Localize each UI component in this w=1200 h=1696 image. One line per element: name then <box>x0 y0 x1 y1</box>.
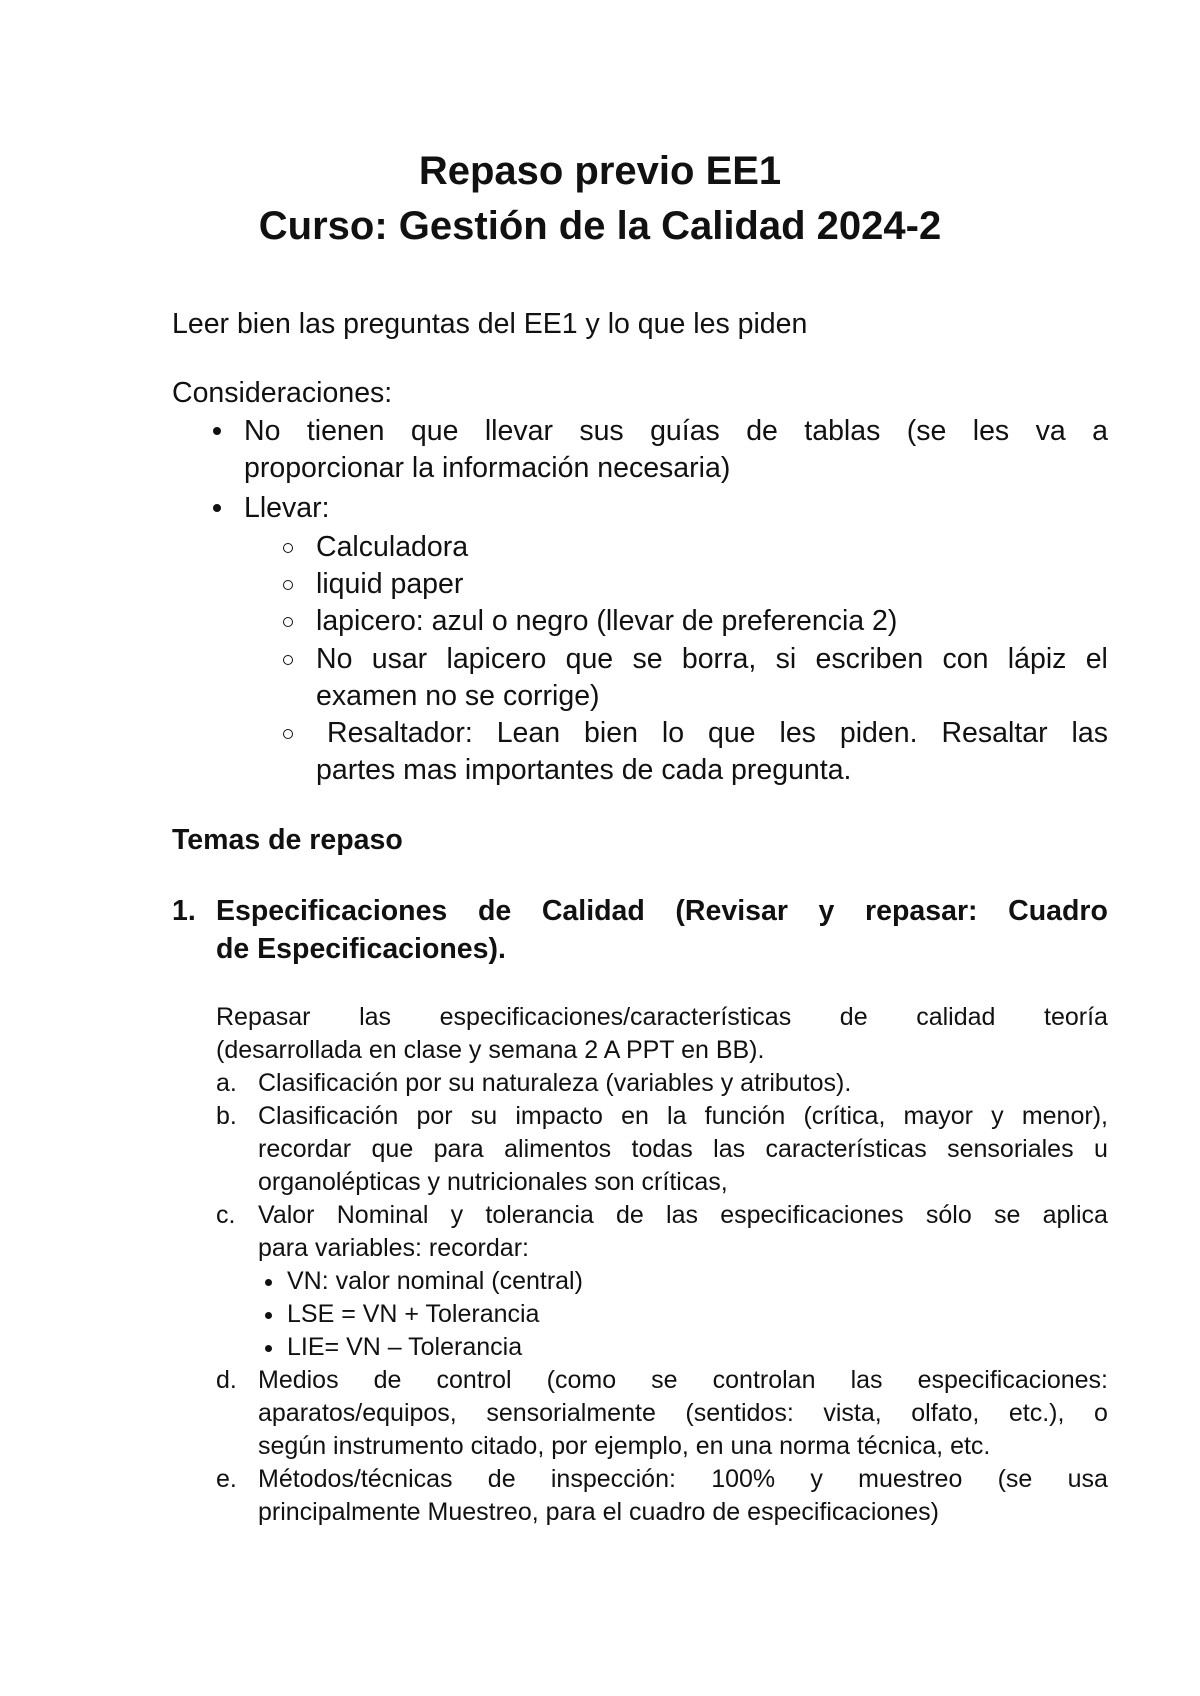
word: No <box>316 643 353 675</box>
subitem-e-marker: e. <box>216 1465 237 1493</box>
word: se <box>993 1201 1021 1229</box>
word: Repasar <box>216 1003 311 1031</box>
word: usa <box>1067 1465 1108 1493</box>
word: u <box>1094 1135 1108 1163</box>
word: sus <box>579 415 624 447</box>
word: repasar: <box>865 895 978 927</box>
word: que <box>565 643 614 675</box>
word: especificaciones/características <box>439 1003 792 1031</box>
title-line-1: Repaso previo EE1 <box>418 149 782 193</box>
subitem-a-text: Clasificación por su naturaleza (variables y atributos). <box>258 1069 852 1097</box>
word: lo <box>661 717 685 749</box>
bullet-dot-icon <box>265 1345 272 1352</box>
word: con <box>942 643 989 675</box>
word: para <box>433 1135 484 1163</box>
word: Especificaciones <box>216 895 448 927</box>
topic-1-para-line2: (desarrollada en clase y semana 2 A PPT en BB). <box>216 1036 765 1064</box>
word: inspección: <box>550 1465 676 1493</box>
subitem-c-bullet-3: LIE= VN – Tolerancia <box>287 1333 523 1361</box>
word: alimentos <box>504 1135 612 1163</box>
word: llevar <box>484 415 553 447</box>
word: y <box>810 1465 823 1493</box>
word: Clasificación <box>258 1102 399 1130</box>
subitem-b-marker: b. <box>216 1102 237 1130</box>
bullet1-line1 <box>244 413 1108 449</box>
word: función <box>704 1102 786 1130</box>
word: si <box>775 643 797 675</box>
word: que <box>410 415 459 447</box>
word: Valor <box>258 1201 315 1229</box>
llevar-item-2: liquid paper <box>316 568 464 600</box>
word: las <box>666 1201 698 1229</box>
bullet-dot-icon <box>213 427 221 435</box>
word: mayor <box>903 1102 974 1130</box>
word: se <box>651 1366 678 1394</box>
word: muestreo <box>858 1465 963 1493</box>
llevar-item-1: Calculadora <box>316 531 469 563</box>
word: las <box>713 1135 746 1163</box>
subitem-e-line2: principalmente Muestreo, para el cuadro de especificaciones) <box>258 1498 939 1526</box>
word: sensorialmente <box>486 1399 656 1427</box>
bullet1-line2: proporcionar la información necesaria) <box>244 452 731 484</box>
word: teoría <box>1044 1003 1108 1031</box>
llevar-item-4-line1 <box>316 641 1108 677</box>
word: Calidad <box>541 895 645 927</box>
intro-text: Leer bien las preguntas del EE1 y lo que les piden <box>172 308 808 340</box>
topic-1-title-line1 <box>216 893 1108 929</box>
subitem-b-line2 <box>258 1133 1108 1166</box>
word: se <box>632 643 663 675</box>
word: controlan <box>712 1366 816 1394</box>
word: que <box>371 1135 414 1163</box>
word: Medios <box>258 1366 339 1394</box>
word: sólo <box>925 1201 972 1229</box>
bullet-dot-icon <box>265 1312 272 1319</box>
word: tienen <box>306 415 385 447</box>
word: características <box>765 1135 927 1163</box>
word: (se <box>906 415 947 447</box>
llevar-item-4-line2: examen no se corrige) <box>316 680 600 712</box>
subitem-d-line1 <box>258 1364 1108 1397</box>
word: a <box>1092 415 1108 447</box>
word: especificaciones <box>720 1201 904 1229</box>
word: olfato, <box>911 1399 980 1427</box>
word: que <box>707 717 756 749</box>
word: el <box>1085 643 1108 675</box>
word: aplica <box>1042 1201 1108 1229</box>
word: lápiz <box>1007 643 1067 675</box>
word: aparatos/equipos, <box>258 1399 457 1427</box>
word: especificaciones: <box>917 1366 1108 1394</box>
word: No <box>244 415 281 447</box>
word: todas <box>631 1135 693 1163</box>
subitem-c-bullet-1: VN: valor nominal (central) <box>287 1267 583 1295</box>
word: control <box>436 1366 512 1394</box>
word: y <box>450 1201 464 1229</box>
considerations-heading: Consideraciones: <box>172 377 393 409</box>
word: etc.), <box>1008 1399 1065 1427</box>
circle-bullet-icon <box>283 617 293 627</box>
word: Resaltar <box>941 717 1048 749</box>
topic-1-number: 1. <box>172 895 196 927</box>
word: tolerancia <box>485 1201 594 1229</box>
subitem-d-marker: d. <box>216 1366 237 1394</box>
word: les <box>779 717 816 749</box>
bullet2-label: Llevar: <box>244 492 330 524</box>
word: va <box>1035 415 1066 447</box>
word: Cuadro <box>1008 895 1108 927</box>
subitem-e-line1 <box>258 1463 1108 1496</box>
word: de <box>746 415 778 447</box>
word: escriben <box>815 643 924 675</box>
word: borra, <box>681 643 757 675</box>
word: lapicero <box>446 643 547 675</box>
subitem-c-line1 <box>258 1199 1108 1232</box>
word: tablas <box>804 415 881 447</box>
word: guías <box>650 415 720 447</box>
llevar-item-5-line1 <box>327 715 1108 751</box>
word: de <box>487 1465 516 1493</box>
circle-bullet-icon <box>283 543 293 553</box>
word: 100% <box>711 1465 776 1493</box>
topic-1-para-line1 <box>216 1001 1108 1034</box>
word: calidad <box>916 1003 996 1031</box>
word: la <box>667 1102 687 1130</box>
word: menor), <box>1021 1102 1108 1130</box>
word: Métodos/técnicas <box>258 1465 453 1493</box>
subitem-b-line3: organolépticas y nutricionales son críticas, <box>258 1168 728 1196</box>
word: su <box>470 1102 498 1130</box>
word: (sentidos: <box>685 1399 794 1427</box>
word: en <box>621 1102 649 1130</box>
word: (se <box>997 1465 1033 1493</box>
subitem-d-line3: según instrumento citado, por ejemplo, en una norma técnica, etc. <box>258 1432 991 1460</box>
word: (Revisar <box>675 895 788 927</box>
title-line-2: Curso: Gestión de la Calidad 2024-2 <box>258 204 942 248</box>
word: por <box>416 1102 453 1130</box>
word: las <box>359 1003 392 1031</box>
word: (crítica, <box>803 1102 886 1130</box>
topic-1-title-line2: de Especificaciones). <box>216 933 506 965</box>
word: y <box>818 895 835 927</box>
subitem-a-marker: a. <box>216 1069 237 1097</box>
word: de <box>616 1201 644 1229</box>
subitem-b-line1 <box>258 1100 1108 1133</box>
word: las <box>1071 717 1108 749</box>
word: de <box>839 1003 868 1031</box>
word: las <box>850 1366 883 1394</box>
word: usar <box>371 643 428 675</box>
word: y <box>991 1102 1004 1130</box>
word: les <box>972 415 1010 447</box>
word: Nominal <box>336 1201 429 1229</box>
subitem-c-bullet-2: LSE = VN + Tolerancia <box>287 1300 540 1328</box>
subitem-c-line2: para variables: recordar: <box>258 1234 529 1262</box>
bullet-dot-icon <box>213 504 221 512</box>
word: Resaltador: <box>327 717 473 749</box>
llevar-item-3: lapicero: azul o negro (llevar de preferencia 2) <box>316 605 898 637</box>
llevar-item-5-line2: partes mas importantes de cada pregunta. <box>316 754 852 786</box>
word: (como <box>546 1366 617 1394</box>
word: vista, <box>823 1399 882 1427</box>
topics-heading: Temas de repaso <box>172 824 403 856</box>
word: sensoriales <box>947 1135 1074 1163</box>
circle-bullet-icon <box>283 580 293 590</box>
bullet-dot-icon <box>265 1279 272 1286</box>
word: de <box>477 895 512 927</box>
word: recordar <box>258 1135 352 1163</box>
subitem-d-line2 <box>258 1397 1108 1430</box>
circle-bullet-icon <box>283 655 293 665</box>
word: piden. <box>839 717 918 749</box>
word: Lean <box>496 717 561 749</box>
word: bien <box>584 717 638 749</box>
circle-bullet-icon <box>283 729 293 739</box>
subitem-c-marker: c. <box>216 1201 236 1229</box>
word: de <box>373 1366 402 1394</box>
word: o <box>1094 1399 1108 1427</box>
word: impacto <box>515 1102 603 1130</box>
